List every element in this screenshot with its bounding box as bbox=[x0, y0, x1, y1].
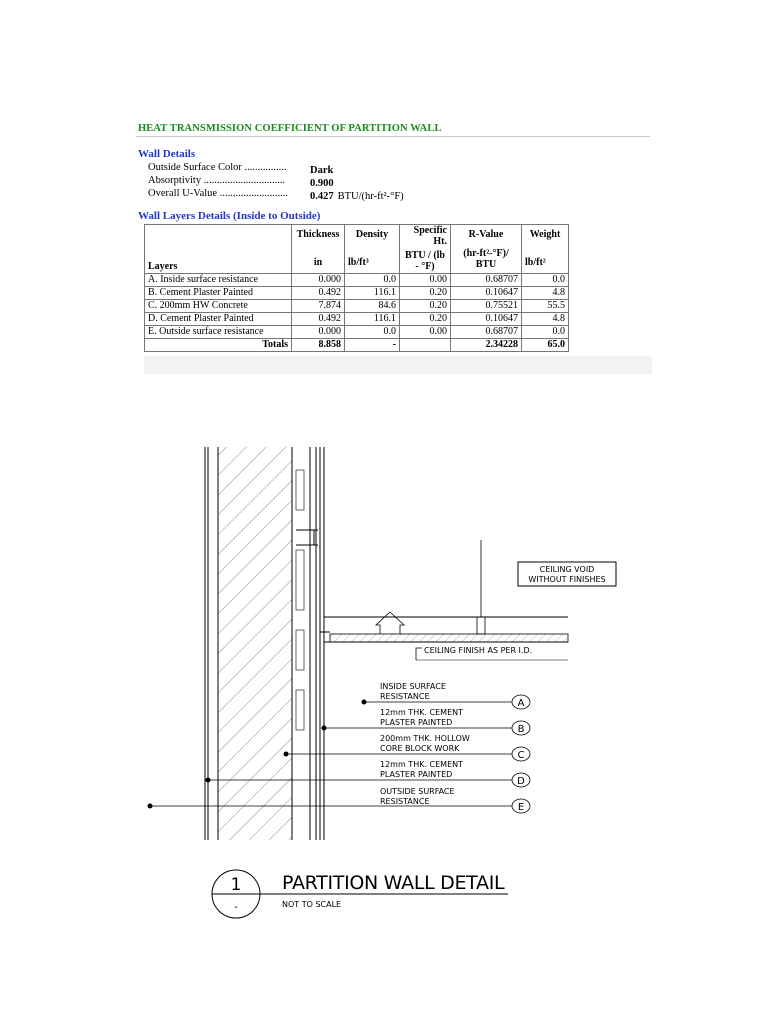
cell-thickness: 0.000 bbox=[292, 274, 345, 287]
callout-d-line2: PLASTER PAINTED bbox=[380, 770, 453, 779]
detail-value: 0.427 bbox=[310, 191, 334, 202]
callout-tag-a: A bbox=[517, 698, 525, 709]
block-void bbox=[296, 630, 304, 670]
cell-layer: A. Inside surface resistance bbox=[145, 274, 292, 287]
cell-specific-ht: 0.00 bbox=[400, 326, 451, 339]
callout-b-line2: PLASTER PAINTED bbox=[380, 718, 453, 727]
detail-label: Absorptivity ............................... bbox=[148, 175, 286, 186]
callout-tag-c: C bbox=[517, 750, 525, 761]
header-label: Weight bbox=[529, 229, 561, 240]
detail-value: 0.900 bbox=[310, 178, 334, 189]
cell-density: 84.6 bbox=[345, 300, 400, 313]
cell-thickness: 8.858 bbox=[292, 339, 345, 352]
detail-title-block bbox=[212, 870, 508, 918]
callout-tag-d: D bbox=[517, 776, 525, 787]
access-arrow bbox=[376, 612, 404, 634]
block-void bbox=[296, 470, 304, 510]
cell-weight: 55.5 bbox=[522, 300, 569, 313]
callout-b-line1: 12mm THK. CEMENT bbox=[380, 708, 464, 717]
cell-thickness: 7.874 bbox=[292, 300, 345, 313]
ceiling-board bbox=[330, 634, 568, 642]
cell-specific-ht: 0.20 bbox=[400, 300, 451, 313]
callout-e-line2: RESISTANCE bbox=[380, 797, 430, 806]
ceiling bbox=[320, 540, 568, 660]
cell-density: 116.1 bbox=[345, 313, 400, 326]
cell-thickness: 0.000 bbox=[292, 326, 345, 339]
cell-density: 0.0 bbox=[345, 326, 400, 339]
callout-tag-e: E bbox=[517, 802, 525, 813]
block-void bbox=[296, 690, 304, 730]
cell-weight: 4.8 bbox=[522, 287, 569, 300]
wall-details-heading: Wall Details bbox=[138, 148, 196, 160]
header-label: Layers bbox=[148, 261, 178, 272]
cell-layer: E. Outside surface resistance bbox=[145, 326, 292, 339]
header-unit: lb/ft² bbox=[525, 257, 546, 268]
note-line1: CEILING VOID bbox=[539, 565, 595, 574]
block-void bbox=[296, 550, 304, 610]
cell-r-value: 0.68707 bbox=[451, 326, 522, 339]
wall-section bbox=[205, 447, 324, 840]
cell-specific-ht: 0.20 bbox=[400, 287, 451, 300]
header-unit: in bbox=[313, 257, 323, 268]
cell-thickness: 0.492 bbox=[292, 287, 345, 300]
detail-number: 1 bbox=[230, 875, 242, 895]
header-label: R-Value bbox=[468, 229, 504, 240]
cell-weight: 4.8 bbox=[522, 313, 569, 326]
cell-totals-label: Totals bbox=[145, 339, 292, 352]
note-line2: WITHOUT FINISHES bbox=[528, 575, 606, 584]
callout-c-line1: 200mm THK. HOLLOW bbox=[380, 734, 470, 743]
cell-r-value: 0.68707 bbox=[451, 274, 522, 287]
layers-heading: Wall Layers Details (Inside to Outside) bbox=[138, 210, 321, 222]
cell-density: - bbox=[345, 339, 400, 352]
callout-c-line2: CORE BLOCK WORK bbox=[380, 744, 460, 753]
callout-a-line2: RESISTANCE bbox=[380, 692, 430, 701]
detail-scale: NOT TO SCALE bbox=[282, 900, 342, 909]
cell-specific-ht: 0.20 bbox=[400, 313, 451, 326]
detail-label: Outside Surface Color ................ bbox=[148, 162, 287, 173]
ceiling-trim bbox=[320, 632, 330, 642]
detail-sheet: - bbox=[234, 902, 238, 913]
header-unit: BTU / (lb - °F) bbox=[404, 250, 445, 272]
detail-label: Overall U-Value .......................... bbox=[148, 188, 288, 199]
cell-density: 116.1 bbox=[345, 287, 400, 300]
cell-layer: D. Cement Plaster Painted bbox=[145, 313, 292, 326]
cell-density: 0.0 bbox=[345, 274, 400, 287]
cell-r-value: 0.10647 bbox=[451, 313, 522, 326]
callout-e-line1: OUTSIDE SURFACE bbox=[380, 787, 455, 796]
hanger-clip bbox=[477, 617, 485, 634]
detail-value: Dark bbox=[310, 165, 334, 176]
finish-leader bbox=[416, 648, 422, 660]
cell-thickness: 0.492 bbox=[292, 313, 345, 326]
callout-a-line1: INSIDE SURFACE bbox=[380, 682, 446, 691]
header-label: Thickness bbox=[296, 229, 340, 240]
cell-weight: 0.0 bbox=[522, 326, 569, 339]
cell-r-value: 0.75521 bbox=[451, 300, 522, 313]
callout-tag-b: B bbox=[517, 724, 525, 735]
cell-weight: 0.0 bbox=[522, 274, 569, 287]
cell-layer: B. Cement Plaster Painted bbox=[145, 287, 292, 300]
cell-specific-ht: 0.00 bbox=[400, 274, 451, 287]
callout-d-line1: 12mm THK. CEMENT bbox=[380, 760, 464, 769]
ceiling-void-note bbox=[518, 562, 616, 586]
detail-unit: BTU/(hr-ft²-°F) bbox=[337, 191, 404, 202]
report-title: HEAT TRANSMISSION COEFFICIENT OF PARTITION WALL bbox=[138, 123, 442, 134]
header-unit: lb/ft³ bbox=[348, 257, 369, 268]
cell-r-value: 2.34228 bbox=[451, 339, 522, 352]
header-unit: (hr-ft²-°F)/ BTU bbox=[463, 248, 509, 270]
block-work-hatch bbox=[218, 447, 292, 840]
header-label: Specific Ht. bbox=[413, 225, 447, 247]
detail-title: PARTITION WALL DETAIL bbox=[282, 872, 505, 894]
ceiling-finish-note: CEILING FINISH AS PER I.D. bbox=[424, 646, 533, 655]
cell-r-value: 0.10647 bbox=[451, 287, 522, 300]
cell-weight: 65.0 bbox=[522, 339, 569, 352]
header-label: Density bbox=[355, 229, 389, 240]
cell-layer: C. 200mm HW Concrete bbox=[145, 300, 292, 313]
